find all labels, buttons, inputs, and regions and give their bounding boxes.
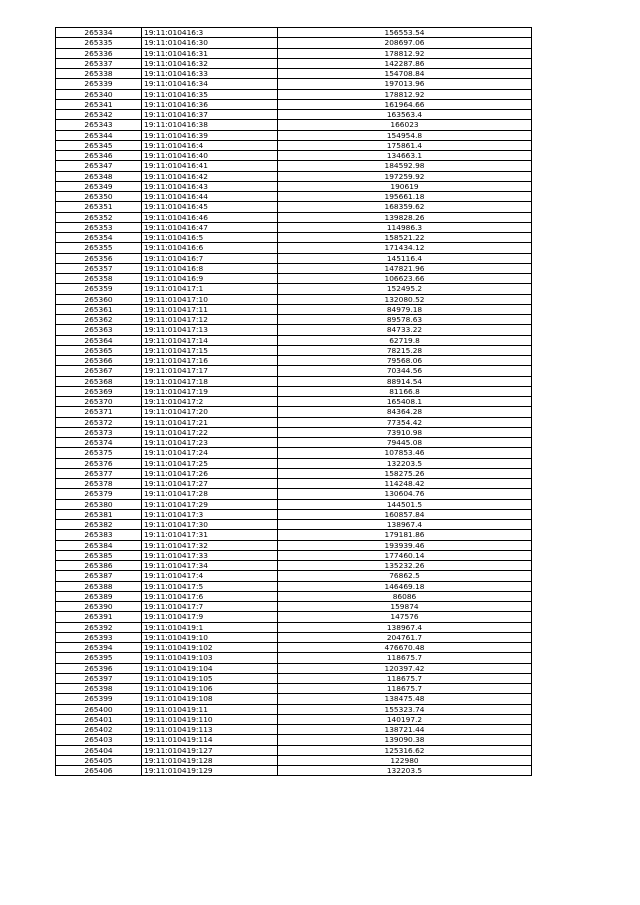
cadastral-number-cell: 19:11:010417:7 xyxy=(142,602,278,612)
table-row xyxy=(56,274,532,284)
cadastral-number-cell: 19:11:010417:3 xyxy=(142,509,278,519)
cadastral-number-cell: 19:11:010416:38 xyxy=(142,120,278,130)
amount-cell: 160857.84 xyxy=(278,509,532,519)
cadastral-number-cell: 19:11:010416:37 xyxy=(142,110,278,120)
record-id-cell: 265402 xyxy=(56,725,142,735)
table-body xyxy=(56,28,532,776)
amount-cell: 135232.26 xyxy=(278,561,532,571)
table-row xyxy=(56,735,532,745)
cadastral-number-cell: 19:11:010419:102 xyxy=(142,643,278,653)
cadastral-number-cell: 19:11:010417:22 xyxy=(142,427,278,437)
cadastral-number-cell: 19:11:010416:3 xyxy=(142,28,278,38)
record-id-cell: 265374 xyxy=(56,438,142,448)
cadastral-number-cell: 19:11:010416:6 xyxy=(142,243,278,253)
table-row xyxy=(56,335,532,345)
cadastral-number-cell: 19:11:010417:25 xyxy=(142,458,278,468)
cadastral-number-cell: 19:11:010416:39 xyxy=(142,130,278,140)
cadastral-number-cell: 19:11:010416:34 xyxy=(142,79,278,89)
amount-cell: 178812.92 xyxy=(278,89,532,99)
amount-cell: 139090.38 xyxy=(278,735,532,745)
record-id-cell: 265346 xyxy=(56,151,142,161)
record-id-cell: 265406 xyxy=(56,766,142,776)
amount-cell: 156553.54 xyxy=(278,28,532,38)
table-row xyxy=(56,643,532,653)
amount-cell: 120397.42 xyxy=(278,663,532,673)
amount-cell: 84364.28 xyxy=(278,407,532,417)
record-id-cell: 265339 xyxy=(56,79,142,89)
cadastral-number-cell: 19:11:010419:129 xyxy=(142,766,278,776)
record-id-cell: 265376 xyxy=(56,458,142,468)
amount-cell: 138721.44 xyxy=(278,725,532,735)
amount-cell: 175861.4 xyxy=(278,140,532,150)
table-row xyxy=(56,386,532,396)
cadastral-number-cell: 19:11:010416:4 xyxy=(142,140,278,150)
amount-cell: 166023 xyxy=(278,120,532,130)
amount-cell: 107853.46 xyxy=(278,448,532,458)
record-id-cell: 265352 xyxy=(56,212,142,222)
table-row xyxy=(56,581,532,591)
amount-cell: 208697.06 xyxy=(278,38,532,48)
record-id-cell: 265389 xyxy=(56,591,142,601)
table-row xyxy=(56,622,532,632)
record-id-cell: 265391 xyxy=(56,612,142,622)
record-id-cell: 265392 xyxy=(56,622,142,632)
table-row xyxy=(56,263,532,273)
table-row xyxy=(56,766,532,776)
table-row xyxy=(56,110,532,120)
table-row xyxy=(56,704,532,714)
table-row xyxy=(56,468,532,478)
table-row xyxy=(56,397,532,407)
table-row xyxy=(56,479,532,489)
table-row xyxy=(56,376,532,386)
table-row xyxy=(56,192,532,202)
amount-cell: 197013.96 xyxy=(278,79,532,89)
cadastral-number-cell: 19:11:010417:31 xyxy=(142,530,278,540)
record-id-cell: 265403 xyxy=(56,735,142,745)
record-id-cell: 265359 xyxy=(56,284,142,294)
record-id-cell: 265373 xyxy=(56,427,142,437)
amount-cell: 70344.56 xyxy=(278,366,532,376)
amount-cell: 145116.4 xyxy=(278,253,532,263)
table-row xyxy=(56,356,532,366)
record-id-cell: 265388 xyxy=(56,581,142,591)
cadastral-number-cell: 19:11:010417:11 xyxy=(142,304,278,314)
amount-cell: 179181.86 xyxy=(278,530,532,540)
cadastral-number-cell: 19:11:010416:5 xyxy=(142,233,278,243)
amount-cell: 158275.26 xyxy=(278,468,532,478)
amount-cell: 152495.2 xyxy=(278,284,532,294)
record-id-cell: 265375 xyxy=(56,448,142,458)
cadastral-number-cell: 19:11:010417:19 xyxy=(142,386,278,396)
record-id-cell: 265360 xyxy=(56,294,142,304)
record-id-cell: 265370 xyxy=(56,397,142,407)
amount-cell: 118675.7 xyxy=(278,653,532,663)
cadastral-number-cell: 19:11:010419:106 xyxy=(142,684,278,694)
record-id-cell: 265371 xyxy=(56,407,142,417)
table-row xyxy=(56,58,532,68)
amount-cell: 122980 xyxy=(278,755,532,765)
table-row xyxy=(56,345,532,355)
table-row xyxy=(56,253,532,263)
cadastral-number-cell: 19:11:010417:4 xyxy=(142,571,278,581)
table-row xyxy=(56,550,532,560)
table-row xyxy=(56,48,532,58)
cadastral-number-cell: 19:11:010416:41 xyxy=(142,161,278,171)
record-id-cell: 265361 xyxy=(56,304,142,314)
table-row xyxy=(56,38,532,48)
record-id-cell: 265396 xyxy=(56,663,142,673)
cadastral-number-cell: 19:11:010419:105 xyxy=(142,673,278,683)
record-id-cell: 265365 xyxy=(56,345,142,355)
amount-cell: 62719.8 xyxy=(278,335,532,345)
table-row xyxy=(56,89,532,99)
cadastral-number-cell: 19:11:010417:17 xyxy=(142,366,278,376)
amount-cell: 142287.86 xyxy=(278,58,532,68)
amount-cell: 158521.22 xyxy=(278,233,532,243)
cadastral-number-cell: 19:11:010416:43 xyxy=(142,181,278,191)
record-id-cell: 265386 xyxy=(56,561,142,571)
amount-cell: 84979.18 xyxy=(278,304,532,314)
amount-cell: 114248.42 xyxy=(278,479,532,489)
amount-cell: 118675.7 xyxy=(278,684,532,694)
cadastral-number-cell: 19:11:010416:30 xyxy=(142,38,278,48)
amount-cell: 86086 xyxy=(278,591,532,601)
table-row xyxy=(56,694,532,704)
amount-cell: 154954.8 xyxy=(278,130,532,140)
amount-cell: 138475.48 xyxy=(278,694,532,704)
record-id-cell: 265358 xyxy=(56,274,142,284)
amount-cell: 139828.26 xyxy=(278,212,532,222)
amount-cell: 163563.4 xyxy=(278,110,532,120)
record-id-cell: 265354 xyxy=(56,233,142,243)
table-row xyxy=(56,632,532,642)
record-id-cell: 265395 xyxy=(56,653,142,663)
cadastral-number-cell: 19:11:010416:47 xyxy=(142,222,278,232)
amount-cell: 165408.1 xyxy=(278,397,532,407)
record-id-cell: 265366 xyxy=(56,356,142,366)
cadastral-number-cell: 19:11:010417:10 xyxy=(142,294,278,304)
record-id-cell: 265381 xyxy=(56,509,142,519)
table-row xyxy=(56,243,532,253)
cadastral-number-cell: 19:11:010416:46 xyxy=(142,212,278,222)
amount-cell: 155323.74 xyxy=(278,704,532,714)
record-id-cell: 265394 xyxy=(56,643,142,653)
amount-cell: 118675.7 xyxy=(278,673,532,683)
cadastral-number-cell: 19:11:010419:128 xyxy=(142,755,278,765)
table-row xyxy=(56,407,532,417)
table-row xyxy=(56,561,532,571)
record-id-cell: 265350 xyxy=(56,192,142,202)
cadastral-number-cell: 19:11:010417:33 xyxy=(142,550,278,560)
amount-cell: 177460.14 xyxy=(278,550,532,560)
cadastral-number-cell: 19:11:010417:6 xyxy=(142,591,278,601)
table-row xyxy=(56,458,532,468)
cadastral-number-cell: 19:11:010417:23 xyxy=(142,438,278,448)
table-row xyxy=(56,489,532,499)
table-row xyxy=(56,520,532,530)
table-row xyxy=(56,653,532,663)
cadastral-number-cell: 19:11:010419:108 xyxy=(142,694,278,704)
amount-cell: 146469.18 xyxy=(278,581,532,591)
cadastral-number-cell: 19:11:010417:30 xyxy=(142,520,278,530)
cadastral-number-cell: 19:11:010417:32 xyxy=(142,540,278,550)
table-row xyxy=(56,202,532,212)
amount-cell: 476670.48 xyxy=(278,643,532,653)
amount-cell: 89578.63 xyxy=(278,315,532,325)
record-id-cell: 265383 xyxy=(56,530,142,540)
cadastral-number-cell: 19:11:010417:20 xyxy=(142,407,278,417)
table-row xyxy=(56,530,532,540)
table-row xyxy=(56,602,532,612)
record-id-cell: 265368 xyxy=(56,376,142,386)
amount-cell: 184592.98 xyxy=(278,161,532,171)
amount-cell: 132080.52 xyxy=(278,294,532,304)
table-row xyxy=(56,499,532,509)
table-row xyxy=(56,663,532,673)
amount-cell: 140197.2 xyxy=(278,714,532,724)
amount-cell: 147821.96 xyxy=(278,263,532,273)
record-id-cell: 265336 xyxy=(56,48,142,58)
amount-cell: 130604.76 xyxy=(278,489,532,499)
record-id-cell: 265356 xyxy=(56,253,142,263)
table-row xyxy=(56,181,532,191)
cadastral-number-cell: 19:11:010419:114 xyxy=(142,735,278,745)
cadastral-number-cell: 19:11:010416:32 xyxy=(142,58,278,68)
table-row xyxy=(56,417,532,427)
table-row xyxy=(56,171,532,181)
amount-cell: 132203.5 xyxy=(278,766,532,776)
table-row xyxy=(56,745,532,755)
cadastral-number-cell: 19:11:010419:110 xyxy=(142,714,278,724)
table-row xyxy=(56,673,532,683)
record-id-cell: 265342 xyxy=(56,110,142,120)
amount-cell: 154708.84 xyxy=(278,69,532,79)
amount-cell: 161964.66 xyxy=(278,99,532,109)
amount-cell: 168359.62 xyxy=(278,202,532,212)
record-id-cell: 265338 xyxy=(56,69,142,79)
amount-cell: 159874 xyxy=(278,602,532,612)
record-id-cell: 265357 xyxy=(56,263,142,273)
cadastral-number-cell: 19:11:010416:45 xyxy=(142,202,278,212)
cadastral-number-cell: 19:11:010419:127 xyxy=(142,745,278,755)
amount-cell: 190619 xyxy=(278,181,532,191)
amount-cell: 84733.22 xyxy=(278,325,532,335)
record-id-cell: 265355 xyxy=(56,243,142,253)
record-id-cell: 265382 xyxy=(56,520,142,530)
table-row xyxy=(56,79,532,89)
record-id-cell: 265390 xyxy=(56,602,142,612)
cadastral-number-cell: 19:11:010419:113 xyxy=(142,725,278,735)
amount-cell: 138967.4 xyxy=(278,622,532,632)
cadastral-number-cell: 19:11:010417:2 xyxy=(142,397,278,407)
cadastral-number-cell: 19:11:010416:44 xyxy=(142,192,278,202)
record-id-cell: 265377 xyxy=(56,468,142,478)
table-row xyxy=(56,438,532,448)
table-row xyxy=(56,140,532,150)
record-id-cell: 265353 xyxy=(56,222,142,232)
amount-cell: 144501.5 xyxy=(278,499,532,509)
table-row xyxy=(56,725,532,735)
cadastral-number-cell: 19:11:010416:40 xyxy=(142,151,278,161)
cadastral-number-cell: 19:11:010417:21 xyxy=(142,417,278,427)
record-id-cell: 265398 xyxy=(56,684,142,694)
cadastral-number-cell: 19:11:010416:42 xyxy=(142,171,278,181)
record-id-cell: 265399 xyxy=(56,694,142,704)
record-id-cell: 265400 xyxy=(56,704,142,714)
record-id-cell: 265344 xyxy=(56,130,142,140)
cadastral-number-cell: 19:11:010417:26 xyxy=(142,468,278,478)
table-row xyxy=(56,448,532,458)
table-row xyxy=(56,212,532,222)
cadastral-number-cell: 19:11:010417:27 xyxy=(142,479,278,489)
record-id-cell: 265337 xyxy=(56,58,142,68)
table-row xyxy=(56,161,532,171)
amount-cell: 134663.1 xyxy=(278,151,532,161)
record-id-cell: 265335 xyxy=(56,38,142,48)
amount-cell: 195661.18 xyxy=(278,192,532,202)
cadastral-number-cell: 19:11:010417:5 xyxy=(142,581,278,591)
amount-cell: 132203.5 xyxy=(278,458,532,468)
record-id-cell: 265372 xyxy=(56,417,142,427)
table-row xyxy=(56,540,532,550)
table-row xyxy=(56,755,532,765)
table-row xyxy=(56,427,532,437)
record-id-cell: 265345 xyxy=(56,140,142,150)
cadastral-number-cell: 19:11:010419:104 xyxy=(142,663,278,673)
amount-cell: 78215.28 xyxy=(278,345,532,355)
cadastral-number-cell: 19:11:010416:33 xyxy=(142,69,278,79)
record-id-cell: 265379 xyxy=(56,489,142,499)
amount-cell: 138967.4 xyxy=(278,520,532,530)
record-id-cell: 265384 xyxy=(56,540,142,550)
record-id-cell: 265347 xyxy=(56,161,142,171)
table-row xyxy=(56,714,532,724)
table-row xyxy=(56,99,532,109)
record-id-cell: 265367 xyxy=(56,366,142,376)
table-row xyxy=(56,684,532,694)
record-id-cell: 265343 xyxy=(56,120,142,130)
cadastral-number-cell: 19:11:010417:34 xyxy=(142,561,278,571)
record-id-cell: 265334 xyxy=(56,28,142,38)
amount-cell: 81166.8 xyxy=(278,386,532,396)
record-id-cell: 265397 xyxy=(56,673,142,683)
table-row xyxy=(56,325,532,335)
record-id-cell: 265385 xyxy=(56,550,142,560)
record-id-cell: 265380 xyxy=(56,499,142,509)
table-row xyxy=(56,315,532,325)
record-id-cell: 265369 xyxy=(56,386,142,396)
table-row xyxy=(56,294,532,304)
cadastral-number-cell: 19:11:010417:18 xyxy=(142,376,278,386)
table-row xyxy=(56,571,532,581)
record-id-cell: 265405 xyxy=(56,755,142,765)
cadastral-number-cell: 19:11:010416:36 xyxy=(142,99,278,109)
table-row xyxy=(56,120,532,130)
record-id-cell: 265378 xyxy=(56,479,142,489)
cadastral-number-cell: 19:11:010416:9 xyxy=(142,274,278,284)
cadastral-number-cell: 19:11:010416:7 xyxy=(142,253,278,263)
cadastral-number-cell: 19:11:010419:10 xyxy=(142,632,278,642)
record-id-cell: 265348 xyxy=(56,171,142,181)
record-id-cell: 265393 xyxy=(56,632,142,642)
amount-cell: 79568.06 xyxy=(278,356,532,366)
record-id-cell: 265340 xyxy=(56,89,142,99)
table-row xyxy=(56,591,532,601)
cadastral-number-cell: 19:11:010417:29 xyxy=(142,499,278,509)
table-row xyxy=(56,222,532,232)
table-row xyxy=(56,151,532,161)
record-id-cell: 265404 xyxy=(56,745,142,755)
cadastral-number-cell: 19:11:010416:35 xyxy=(142,89,278,99)
cadastral-number-cell: 19:11:010419:103 xyxy=(142,653,278,663)
amount-cell: 76862.5 xyxy=(278,571,532,581)
record-id-cell: 265401 xyxy=(56,714,142,724)
table-row xyxy=(56,366,532,376)
record-id-cell: 265341 xyxy=(56,99,142,109)
amount-cell: 73910.98 xyxy=(278,427,532,437)
cadastral-number-cell: 19:11:010417:13 xyxy=(142,325,278,335)
cadastral-number-cell: 19:11:010417:24 xyxy=(142,448,278,458)
amount-cell: 88914.54 xyxy=(278,376,532,386)
amount-cell: 197259.92 xyxy=(278,171,532,181)
table-row xyxy=(56,233,532,243)
cadastral-number-cell: 19:11:010417:15 xyxy=(142,345,278,355)
amount-cell: 125316.62 xyxy=(278,745,532,755)
table-row xyxy=(56,284,532,294)
record-id-cell: 265387 xyxy=(56,571,142,581)
cadastral-number-cell: 19:11:010417:28 xyxy=(142,489,278,499)
table-row xyxy=(56,28,532,38)
cadastral-number-cell: 19:11:010417:16 xyxy=(142,356,278,366)
record-id-cell: 265349 xyxy=(56,181,142,191)
amount-cell: 106623.66 xyxy=(278,274,532,284)
amount-cell: 147576 xyxy=(278,612,532,622)
record-id-cell: 265362 xyxy=(56,315,142,325)
cadastral-number-cell: 19:11:010417:14 xyxy=(142,335,278,345)
record-id-cell: 265363 xyxy=(56,325,142,335)
amount-cell: 79445.08 xyxy=(278,438,532,448)
table-row xyxy=(56,612,532,622)
record-id-cell: 265351 xyxy=(56,202,142,212)
amount-cell: 114986.3 xyxy=(278,222,532,232)
amount-cell: 204761.7 xyxy=(278,632,532,642)
cadastral-number-cell: 19:11:010417:9 xyxy=(142,612,278,622)
table-row xyxy=(56,130,532,140)
amount-cell: 77354.42 xyxy=(278,417,532,427)
table-row xyxy=(56,509,532,519)
cadastral-number-cell: 19:11:010416:8 xyxy=(142,263,278,273)
table-row xyxy=(56,304,532,314)
cadastral-number-cell: 19:11:010417:12 xyxy=(142,315,278,325)
amount-cell: 171434.12 xyxy=(278,243,532,253)
cadastral-number-cell: 19:11:010416:31 xyxy=(142,48,278,58)
amount-cell: 178812.92 xyxy=(278,48,532,58)
table-row xyxy=(56,69,532,79)
cadastral-number-cell: 19:11:010419:11 xyxy=(142,704,278,714)
amount-cell: 193939.46 xyxy=(278,540,532,550)
record-id-cell: 265364 xyxy=(56,335,142,345)
cadastral-number-cell: 19:11:010417:1 xyxy=(142,284,278,294)
cadastral-number-cell: 19:11:010419:1 xyxy=(142,622,278,632)
data-table xyxy=(55,27,532,776)
